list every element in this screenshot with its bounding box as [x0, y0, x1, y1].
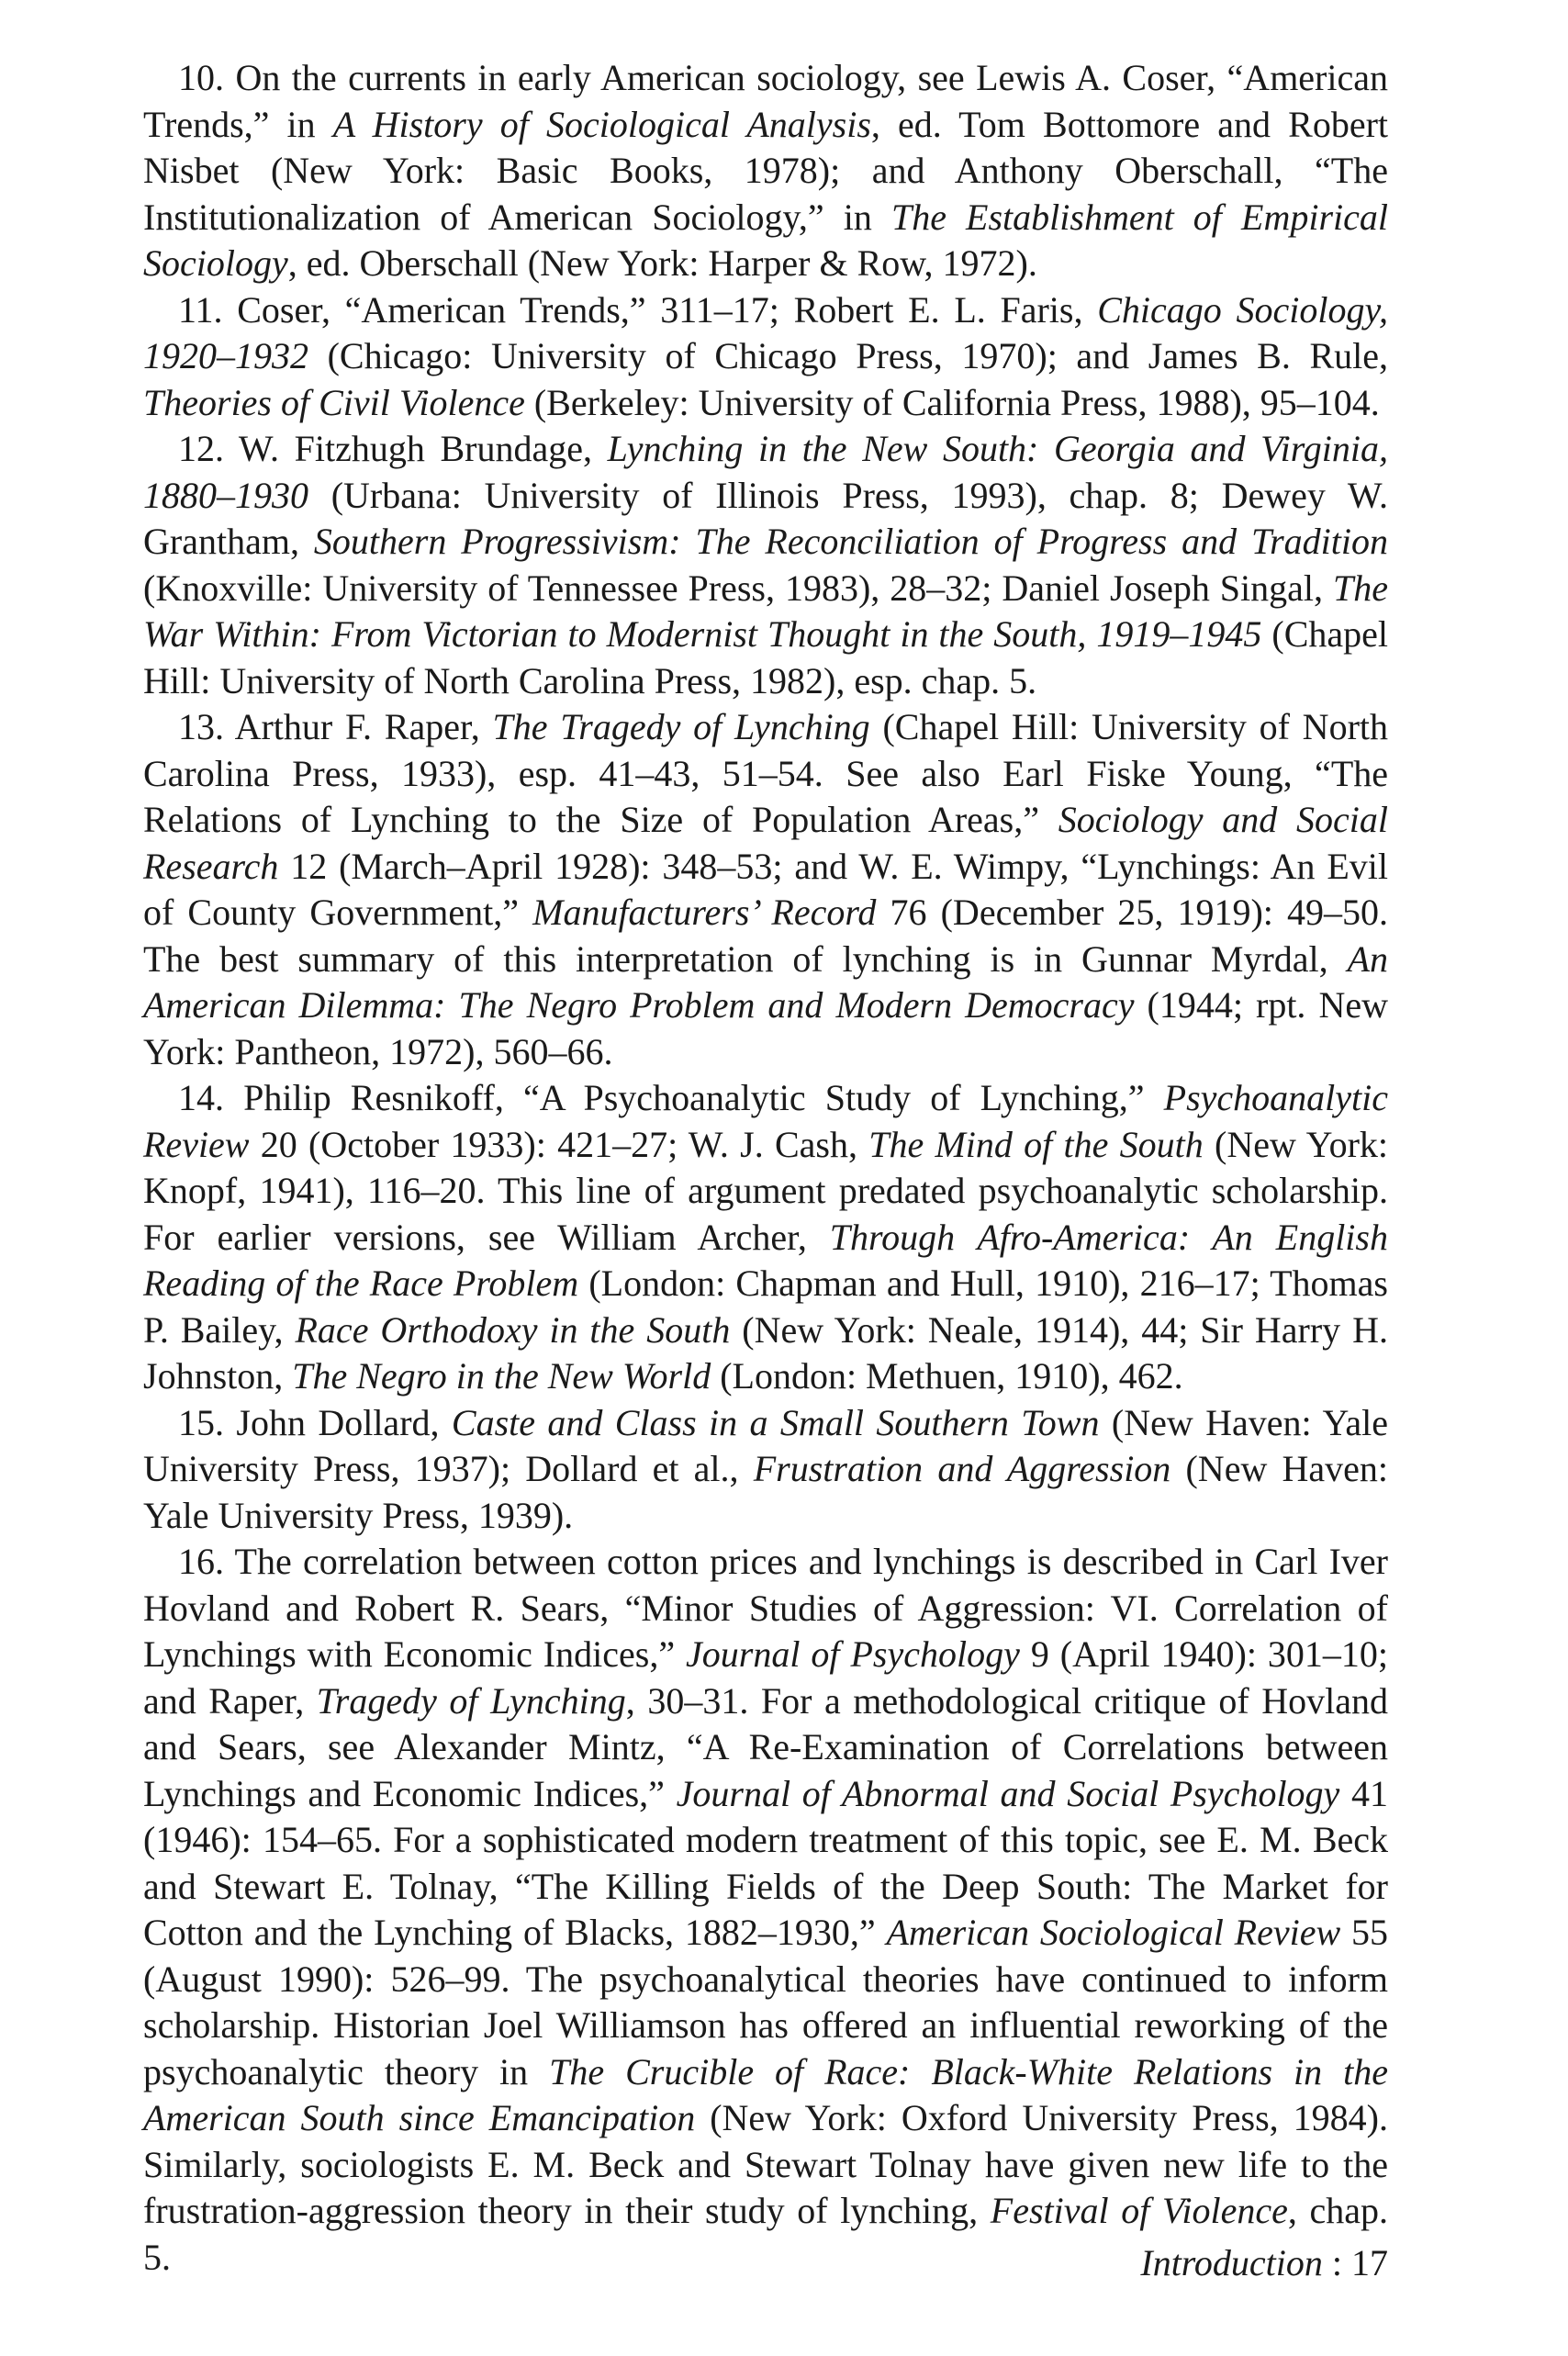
note-text: , chap. 5. [143, 2190, 1388, 2278]
note-title-italic: Theories of Civil Violence [143, 381, 525, 423]
note-text: (Chicago: University of Chicago Press, 1970); and James B. Rule, [308, 335, 1388, 376]
note-title-italic: The Establishment of Empirical Sociology [143, 196, 1388, 284]
note-14 [143, 1075, 1388, 1400]
note-text: 14. Philip Resnikoff, “A Psychoanalytic Study of Lynching,” [178, 1077, 1164, 1118]
note-text: (New York: Knopf, 1941), 116–20. This line of argument predated psychoanalytic scholarship. For earlier versions, see William Archer, [143, 1123, 1388, 1258]
note-text: (Urbana: University of Illinois Press, 1993), chap. 8; Dewey W. Grantham, [143, 474, 1388, 562]
note-16 [143, 1539, 1388, 2281]
endnotes-page [143, 55, 1388, 2281]
footer-separator: : [1322, 2242, 1351, 2283]
note-title-italic: Manufacturers’ Record [532, 892, 877, 933]
note-title-italic: An American Dilemma: The Negro Problem and Modern Democracy [143, 937, 1388, 1026]
note-text: 9 (April 1940): 301–10; and Raper, [143, 1633, 1389, 1722]
note-title-italic: Chicago Sociology, 1920–1932 [143, 288, 1388, 376]
note-text: (Berkeley: University of California Press, 1988), 95–104. [524, 381, 1380, 423]
note-title-italic: Journal of Psychology [686, 1633, 1020, 1675]
note-text: (London: Methuen, 1910), 462. [711, 1355, 1183, 1397]
running-footer [1140, 2240, 1388, 2286]
footer-section-title: Introduction [1140, 2242, 1323, 2283]
note-text: 55 (August 1990): 526–99. The psychoanalytical theories have continued to inform scholarship. Historian Joel Williamson has offered an influential reworking of the psychoanalytic theory in [143, 1912, 1389, 2092]
note-text: 12. W. Fitzhugh Brundage, [178, 428, 608, 469]
note-text: , 30–31. For a methodological critique of Hovland and Sears, see Alexander Mintz, “A Re-Examination of Correlations between Lynchings and Economic Indices,” [143, 1679, 1388, 1814]
note-text: 13. Arthur F. Raper, [178, 706, 493, 747]
note-text: (New Haven: Yale University Press, 1937); Dollard et al., [143, 1401, 1389, 1489]
note-title-italic: Festival of Violence [990, 2190, 1288, 2231]
note-title-italic: American Sociological Review [886, 1912, 1341, 1953]
note-title-italic: Lynching in the New South: Georgia and Virginia, 1880–1930 [143, 428, 1389, 516]
note-13 [143, 704, 1388, 1075]
note-text: 12 (March–April 1928): 348–53; and W. E. Wimpy, “Lynchings: An Evil of County Government,” [143, 845, 1388, 933]
note-text: (London: Chapman and Hull, 1910), 216–17; Thomas P. Bailey, [143, 1262, 1388, 1351]
note-title-italic: The Negro in the New World [292, 1355, 711, 1397]
note-15 [143, 1400, 1388, 1540]
note-text: (New Haven: Yale University Press, 1939). [143, 1448, 1389, 1536]
note-text: 41 (1946): 154–65. For a sophisticated modern treatment of this topic, see E. M. Beck and Stewart E. Tolnay, “The Killing Fields of the Deep South: The Market for Cotton and the Lynching of Blacks, 1882–1930,” [143, 1772, 1389, 1953]
note-title-italic: The Crucible of Race: Black-White Relations in the American South since Emancipation [143, 2050, 1388, 2138]
note-text: , ed. Oberschall (New York: Harper & Row, 1972). [287, 242, 1037, 284]
note-text: (Chapel Hill: University of North Carolina Press, 1933), esp. 41–43, 51–54. See also Earl Fiske Young, “The Relations of Lynching to the Size of Population Areas,” [143, 706, 1389, 840]
note-text: (Chapel Hill: University of North Carolina Press, 1982), esp. chap. 5. [143, 613, 1388, 701]
note-text: (New York: Oxford University Press, 1984). Similarly, sociologists E. M. Beck and Stewart Tolnay have given new life to the frustration-aggression theory in their study of lynching, [143, 2097, 1388, 2231]
note-title-italic: Race Orthodoxy in the South [295, 1308, 731, 1351]
note-text: 76 (December 25, 1919): 49–50. The best summary of this interpretation of lynching is in Gunnar Myrdal, [143, 892, 1388, 980]
note-title-italic: The War Within: From Victorian to Modernist Thought in the South, 1919–1945 [143, 567, 1388, 655]
note-text: (1944; rpt. New York: Pantheon, 1972), 560–66. [143, 984, 1388, 1072]
note-list [143, 55, 1388, 2281]
note-text: 16. The correlation between cotton prices and lynchings is described in Carl Iver Hovland and Robert R. Sears, “Minor Studies of Aggression: VI. Correlation of Lynchings with Economic Indices,” [143, 1541, 1388, 1675]
note-title-italic: Caste and Class in a Small Southern Town [451, 1401, 1100, 1443]
note-title-italic: A History of Sociological Analysis [332, 103, 871, 145]
note-10 [143, 55, 1388, 287]
note-text: 15. John Dollard, [178, 1401, 452, 1443]
note-title-italic: The Tragedy of Lynching [492, 706, 870, 747]
note-title-italic: Through Afro-America: An English Reading of the Race Problem [143, 1216, 1388, 1304]
note-title-italic: Southern Progressivism: The Reconciliation of Progress and Tradition [313, 521, 1388, 562]
page-number: 17 [1351, 2242, 1388, 2283]
note-title-italic: Frustration and Aggression [753, 1448, 1171, 1489]
note-text: (New York: Neale, 1914), 44; Sir Harry H. Johnston, [143, 1308, 1388, 1397]
note-title-italic: Journal of Abnormal and Social Psychology [676, 1772, 1340, 1814]
note-title-italic: The Mind of the South [868, 1123, 1204, 1165]
note-title-italic: Psychoanalytic Review [143, 1077, 1388, 1165]
note-title-italic: Sociology and Social Research [143, 799, 1388, 887]
note-11 [143, 287, 1388, 427]
note-text: 11. Coser, “American Trends,” 311–17; Robert E. L. Faris, [178, 288, 1098, 331]
note-text: 20 (October 1933): 421–27; W. J. Cash, [249, 1123, 869, 1165]
note-text: , ed. Tom Bottomore and Robert Nisbet (New York: Basic Books, 1978); and Anthony Oberschall, “The Institutionalization of American Sociology,” in [143, 103, 1389, 238]
note-text: 10. On the currents in early American sociology, see Lewis A. Coser, “American Trends,” in [143, 57, 1388, 145]
note-text: (Knoxville: University of Tennessee Press, 1983), 28–32; Daniel Joseph Singal, [143, 567, 1333, 609]
note-title-italic: Tragedy of Lynching [316, 1679, 626, 1722]
note-12 [143, 426, 1388, 704]
